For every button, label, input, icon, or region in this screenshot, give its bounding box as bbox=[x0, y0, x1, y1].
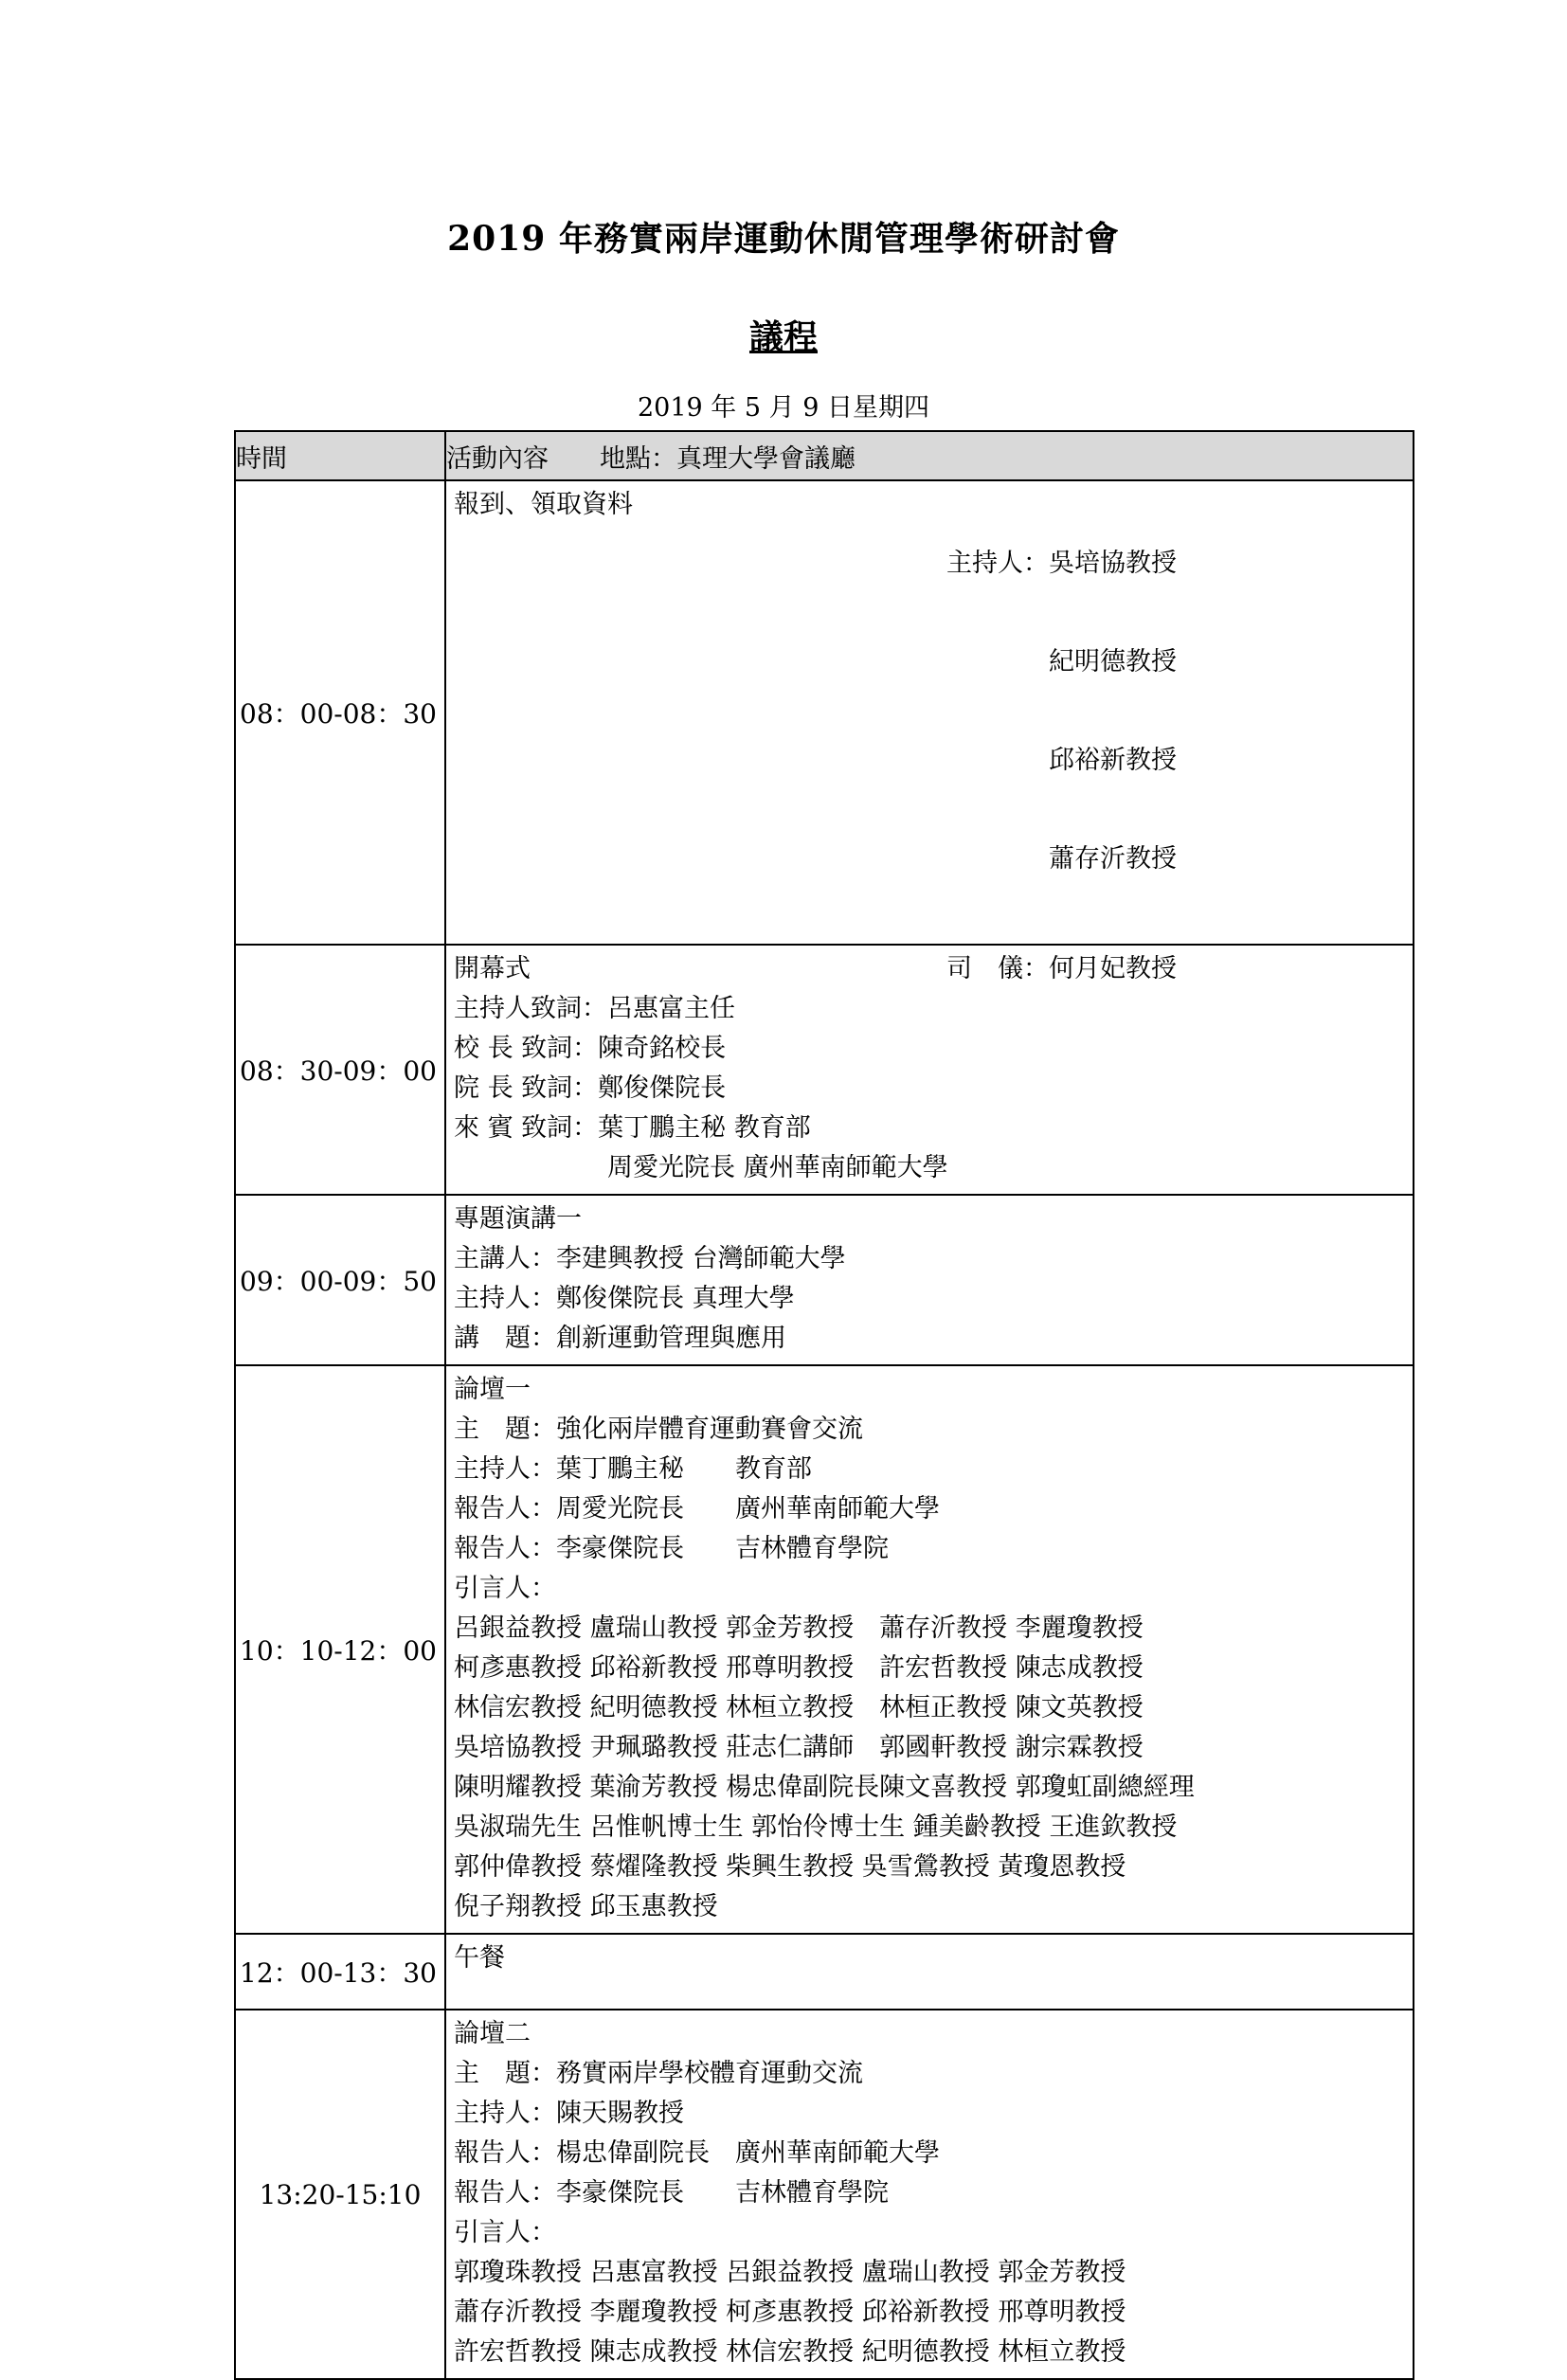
row-line: 周愛光院長 廣州華南師範大學 bbox=[454, 1153, 948, 1182]
table-header-row bbox=[235, 431, 1414, 480]
row-content bbox=[445, 480, 1414, 945]
table-row bbox=[235, 1195, 1414, 1365]
agenda-table bbox=[234, 430, 1414, 2380]
table-row bbox=[235, 945, 1414, 1195]
row-line: 報告人：周愛光院長 廣州華南師範大學 bbox=[454, 1494, 940, 1524]
row-line: 主持人：陳天賜教授 bbox=[454, 2099, 684, 2128]
page-subtitle: 議程 bbox=[748, 317, 818, 357]
row-content bbox=[445, 1365, 1414, 1934]
row-line: 許宏哲教授 陳志成教授 林信宏教授 紀明德教授 林桓立教授 bbox=[454, 2337, 1126, 2367]
row-line: 報告人：李豪傑院長 吉林體育學院 bbox=[454, 1534, 889, 1563]
row-line: 呂銀益教授 盧瑞山教授 郭金芳教授 蕭存沂教授 李麗瓊教授 bbox=[454, 1614, 1144, 1643]
row-line: 講 題：創新運動管理與應用 bbox=[454, 1324, 786, 1353]
row-line: 柯彥惠教授 邱裕新教授 邢尊明教授 許宏哲教授 陳志成教授 bbox=[454, 1653, 1144, 1683]
row-line: 蕭存沂教授 bbox=[946, 844, 1177, 874]
row-line: 林信宏教授 紀明德教授 林桓立教授 林桓正教授 陳文英教授 bbox=[454, 1693, 1144, 1722]
page-title: 2019 年務實兩岸運動休閒管理學術研討會 bbox=[447, 219, 1120, 259]
table-row bbox=[235, 480, 1414, 945]
header-content: 活動內容 地點：真理大學會議廳 bbox=[445, 431, 1414, 480]
row-time: 09：00-09：50 bbox=[235, 1195, 445, 1365]
row-time: 13:20-15:10 bbox=[235, 2010, 445, 2379]
row-content bbox=[445, 2010, 1414, 2379]
row-line: 紀明德教授 bbox=[946, 647, 1177, 676]
row-line: 邱裕新教授 bbox=[946, 746, 1177, 775]
row-content bbox=[445, 945, 1414, 1195]
row-line: 報到、領取資料 bbox=[454, 490, 633, 519]
row-line: 主 題：務實兩岸學校體育運動交流 bbox=[454, 2059, 863, 2088]
row-line: 吳培協教授 尹珮璐教授 莊志仁講師 郭國軒教授 謝宗霖教授 bbox=[454, 1733, 1144, 1762]
row-line: 來 賓 致詞：葉丁鵬主秘 教育部 bbox=[454, 1113, 811, 1143]
header-time: 時間 bbox=[235, 431, 445, 480]
row-line: 校 長 致詞：陳奇銘校長 bbox=[454, 1034, 727, 1063]
row-line: 主持人：鄭俊傑院長 真理大學 bbox=[454, 1284, 795, 1313]
row-time: 08：30-09：00 bbox=[235, 945, 445, 1195]
row-line: 論壇二 bbox=[454, 2019, 531, 2048]
row-line: 開幕式 bbox=[454, 954, 531, 983]
row-line: 郭仲偉教授 蔡燿隆教授 柴興生教授 吳雪鶯教授 黃瓊恩教授 bbox=[454, 1852, 1126, 1882]
row-line: 陳明耀教授 葉渝芳教授 楊忠偉副院長陳文喜教授 郭瓊虹副總經理 bbox=[454, 1773, 1195, 1802]
row-line: 報告人：李豪傑院長 吉林體育學院 bbox=[454, 2178, 889, 2208]
row-line: 司 儀：何月妃教授 bbox=[946, 954, 1177, 983]
row-time: 08：00-08：30 bbox=[235, 480, 445, 945]
row-time: 12：00-13：30 bbox=[235, 1934, 445, 2010]
row-content bbox=[445, 1195, 1414, 1365]
row-line: 倪子翔教授 邱玉惠教授 bbox=[454, 1892, 718, 1921]
row-line: 主 題：強化兩岸體育運動賽會交流 bbox=[454, 1415, 863, 1444]
row-line: 吳淑瑞先生 呂惟帆博士生 郭怡伶博士生 鍾美齡教授 王進欽教授 bbox=[454, 1812, 1178, 1842]
row-line: 主持人：吳培協教授 bbox=[946, 549, 1177, 578]
row-line: 郭瓊珠教授 呂惠富教授 呂銀益教授 盧瑞山教授 郭金芳教授 bbox=[454, 2258, 1126, 2287]
row-line: 報告人：楊忠偉副院長 廣州華南師範大學 bbox=[454, 2138, 940, 2168]
row-line: 主講人：李建興教授 台灣師範大學 bbox=[454, 1244, 846, 1273]
row-time: 10：10-12：00 bbox=[235, 1365, 445, 1934]
row-line: 論壇一 bbox=[454, 1375, 531, 1404]
row-line: 專題演講一 bbox=[454, 1204, 582, 1234]
agenda-date: 2019 年 5 月 9 日星期四 bbox=[638, 393, 929, 423]
row-line: 主持人致詞：呂惠富主任 bbox=[454, 994, 735, 1023]
table-row bbox=[235, 1934, 1414, 2010]
row-line: 院 長 致詞：鄭俊傑院長 bbox=[454, 1073, 727, 1103]
row-line: 蕭存沂教授 李麗瓊教授 柯彥惠教授 邱裕新教授 邢尊明教授 bbox=[454, 2298, 1126, 2327]
table-row bbox=[235, 1365, 1414, 1934]
row-line: 午餐 bbox=[454, 1943, 505, 1973]
table-row bbox=[235, 2010, 1414, 2379]
row-line: 引言人： bbox=[454, 2218, 556, 2247]
row-content bbox=[445, 1934, 1414, 2010]
row-line: 引言人： bbox=[454, 1574, 556, 1603]
row-line: 主持人：葉丁鵬主秘 教育部 bbox=[454, 1454, 812, 1484]
